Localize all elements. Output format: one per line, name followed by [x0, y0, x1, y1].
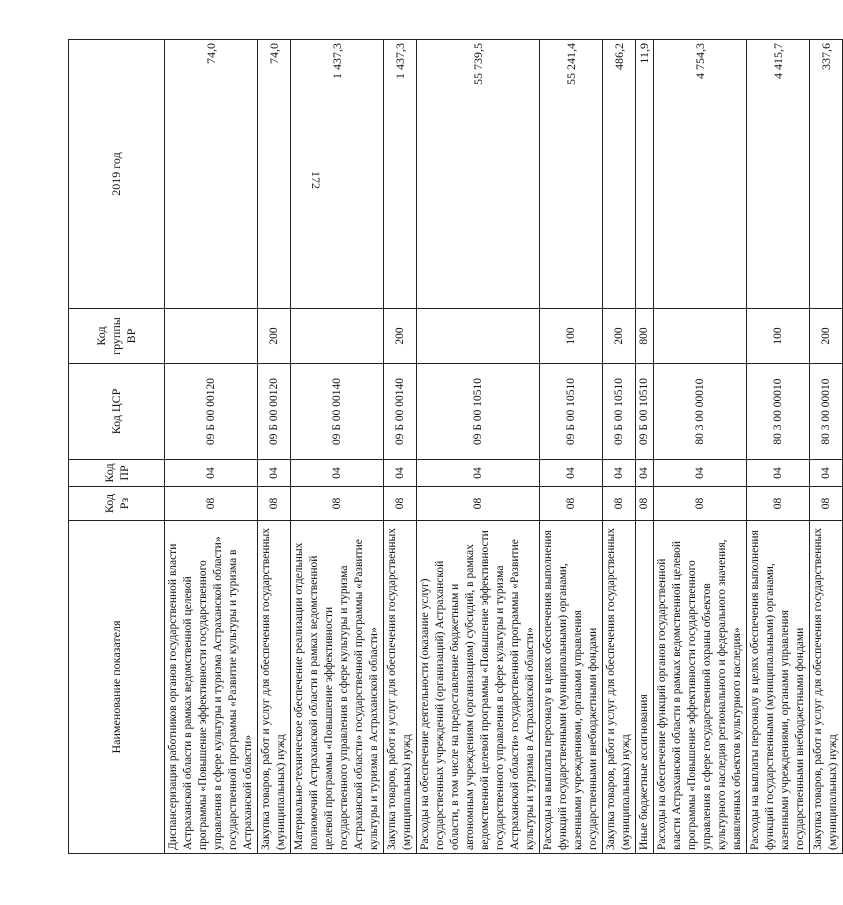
row-rz: 08	[258, 487, 291, 521]
budget-table	[68, 39, 843, 854]
row-pr: 04	[603, 460, 636, 487]
row-rz: 08	[165, 487, 258, 521]
table-row	[384, 40, 417, 854]
row-vr: 200	[384, 309, 417, 364]
row-csr: 09 Б 00 00120	[165, 364, 258, 460]
header-pr: Код ПР	[69, 460, 165, 487]
row-vr: 100	[540, 309, 603, 364]
row-pr: 04	[258, 460, 291, 487]
row-value: 486,2	[603, 40, 636, 309]
table-header-row	[69, 40, 165, 854]
row-vr	[654, 309, 747, 364]
row-csr: 80 3 00 00010	[747, 364, 810, 460]
row-name: Расходы на обеспечение деятельности (оказание услуг) государственных учреждений (организаций) Астраханской области, в том числе на предоставление бюджетным и автономным учреждениям (организациям) субсидий, в рамках ведомственной целевой программы «Повышение эффективности государственного управления в сфере культуры и туризма Астраханской области» государственной программы «Развитие культуры и туризма в Астраханской области»	[417, 521, 540, 854]
row-value: 55 739,5	[417, 40, 540, 309]
row-rz: 08	[747, 487, 810, 521]
row-name: Закупка товаров, работ и услуг для обеспечения государственных (муниципальных) нужд	[384, 521, 417, 854]
table-row	[654, 40, 747, 854]
row-name: Закупка товаров, работ и услуг для обеспечения государственных (муниципальных) нужд	[603, 521, 636, 854]
row-rz: 08	[540, 487, 603, 521]
row-name: Закупка товаров, работ и услуг для обеспечения государственных (муниципальных) нужд	[810, 521, 843, 854]
row-vr	[417, 309, 540, 364]
table-row	[636, 40, 654, 854]
header-vr: Код группы ВР	[69, 309, 165, 364]
row-pr: 04	[636, 460, 654, 487]
row-pr: 04	[165, 460, 258, 487]
row-csr: 09 Б 00 00120	[258, 364, 291, 460]
row-vr: 800	[636, 309, 654, 364]
table-row	[540, 40, 603, 854]
row-rz: 08	[603, 487, 636, 521]
row-csr: 09 Б 00 10510	[540, 364, 603, 460]
row-csr: 09 Б 00 10510	[603, 364, 636, 460]
row-value: 74,0	[258, 40, 291, 309]
row-vr: 200	[258, 309, 291, 364]
table-row	[603, 40, 636, 854]
row-rz: 08	[291, 487, 384, 521]
table-row	[258, 40, 291, 854]
row-value: 74,0	[165, 40, 258, 309]
row-rz: 08	[636, 487, 654, 521]
header-rz: Код Рз	[69, 487, 165, 521]
table-row	[747, 40, 810, 854]
row-pr: 04	[384, 460, 417, 487]
row-name: Расходы на обеспечение функций органов государственной власти Астраханской области в рамках ведомственной целевой программы «Повышение эффективности государственного управления в сфере государственной охраны объектов культурного наследия регионального и федерального значения, выявленных объектов культурного наследия»	[654, 521, 747, 854]
row-value: 4 754,3	[654, 40, 747, 309]
row-value: 55 241,4	[540, 40, 603, 309]
row-csr: 09 Б 00 10510	[636, 364, 654, 460]
row-name: Материально-техническое обеспечение реализации отдельных полномочий Астраханской области в рамках ведомственной целевой программы «Повышение эффективности государственного управления в сфере культуры и туризма Астраханской области» государственной программы «Развитие культуры и туризма в Астраханской области»	[291, 521, 384, 854]
row-value: 1 437,3	[384, 40, 417, 309]
row-rz: 08	[417, 487, 540, 521]
row-value: 1 437,3	[291, 40, 384, 309]
row-vr: 100	[747, 309, 810, 364]
header-year: 2019 год	[69, 40, 165, 309]
row-vr	[291, 309, 384, 364]
row-vr: 200	[603, 309, 636, 364]
row-name: Закупка товаров, работ и услуг для обеспечения государственных (муниципальных) нужд	[258, 521, 291, 854]
row-csr: 09 Б 00 00140	[291, 364, 384, 460]
header-name: Наименование показателя	[69, 521, 165, 854]
row-value: 4 415,7	[747, 40, 810, 309]
row-pr: 04	[654, 460, 747, 487]
row-name: Диспансеризация работников органов государственной власти Астраханской области в рамках ведомственной целевой программы «Повышение эффективности государственного управления в сфере культуры и туризма Астраханской области» государственной программы «Развитие культуры и туризма в Астраханской области»	[165, 521, 258, 854]
header-csr: Код ЦСР	[69, 364, 165, 460]
row-rz: 08	[384, 487, 417, 521]
row-name: Расходы на выплаты персоналу в целях обеспечения выполнения функций государственными (муниципальными) органами, казенными учреждениями, органами управления государственными внебюджетными фондами	[747, 521, 810, 854]
row-csr: 80 3 00 00010	[654, 364, 747, 460]
row-csr: 09 Б 00 00140	[384, 364, 417, 460]
row-pr: 04	[540, 460, 603, 487]
table-row	[810, 40, 843, 854]
row-pr: 04	[417, 460, 540, 487]
row-pr: 04	[810, 460, 843, 487]
table-row	[291, 40, 384, 854]
row-value: 337,6	[810, 40, 843, 309]
table-row	[165, 40, 258, 854]
row-csr: 09 Б 00 10510	[417, 364, 540, 460]
row-name: Расходы на выплаты персоналу в целях обеспечения выполнения функций государственными (муниципальными) органами, казенными учреждениями, органами управления государственными внебюджетными фондами	[540, 521, 603, 854]
page-number: 172	[309, 171, 323, 189]
rotated-table-container	[68, 40, 839, 854]
row-csr: 80 3 00 00010	[810, 364, 843, 460]
row-vr	[165, 309, 258, 364]
row-rz: 08	[654, 487, 747, 521]
row-value: 11,9	[636, 40, 654, 309]
table-row	[417, 40, 540, 854]
row-rz: 08	[810, 487, 843, 521]
row-pr: 04	[291, 460, 384, 487]
row-name: Иные бюджетные ассигнования	[636, 521, 654, 854]
row-vr: 200	[810, 309, 843, 364]
row-pr: 04	[747, 460, 810, 487]
